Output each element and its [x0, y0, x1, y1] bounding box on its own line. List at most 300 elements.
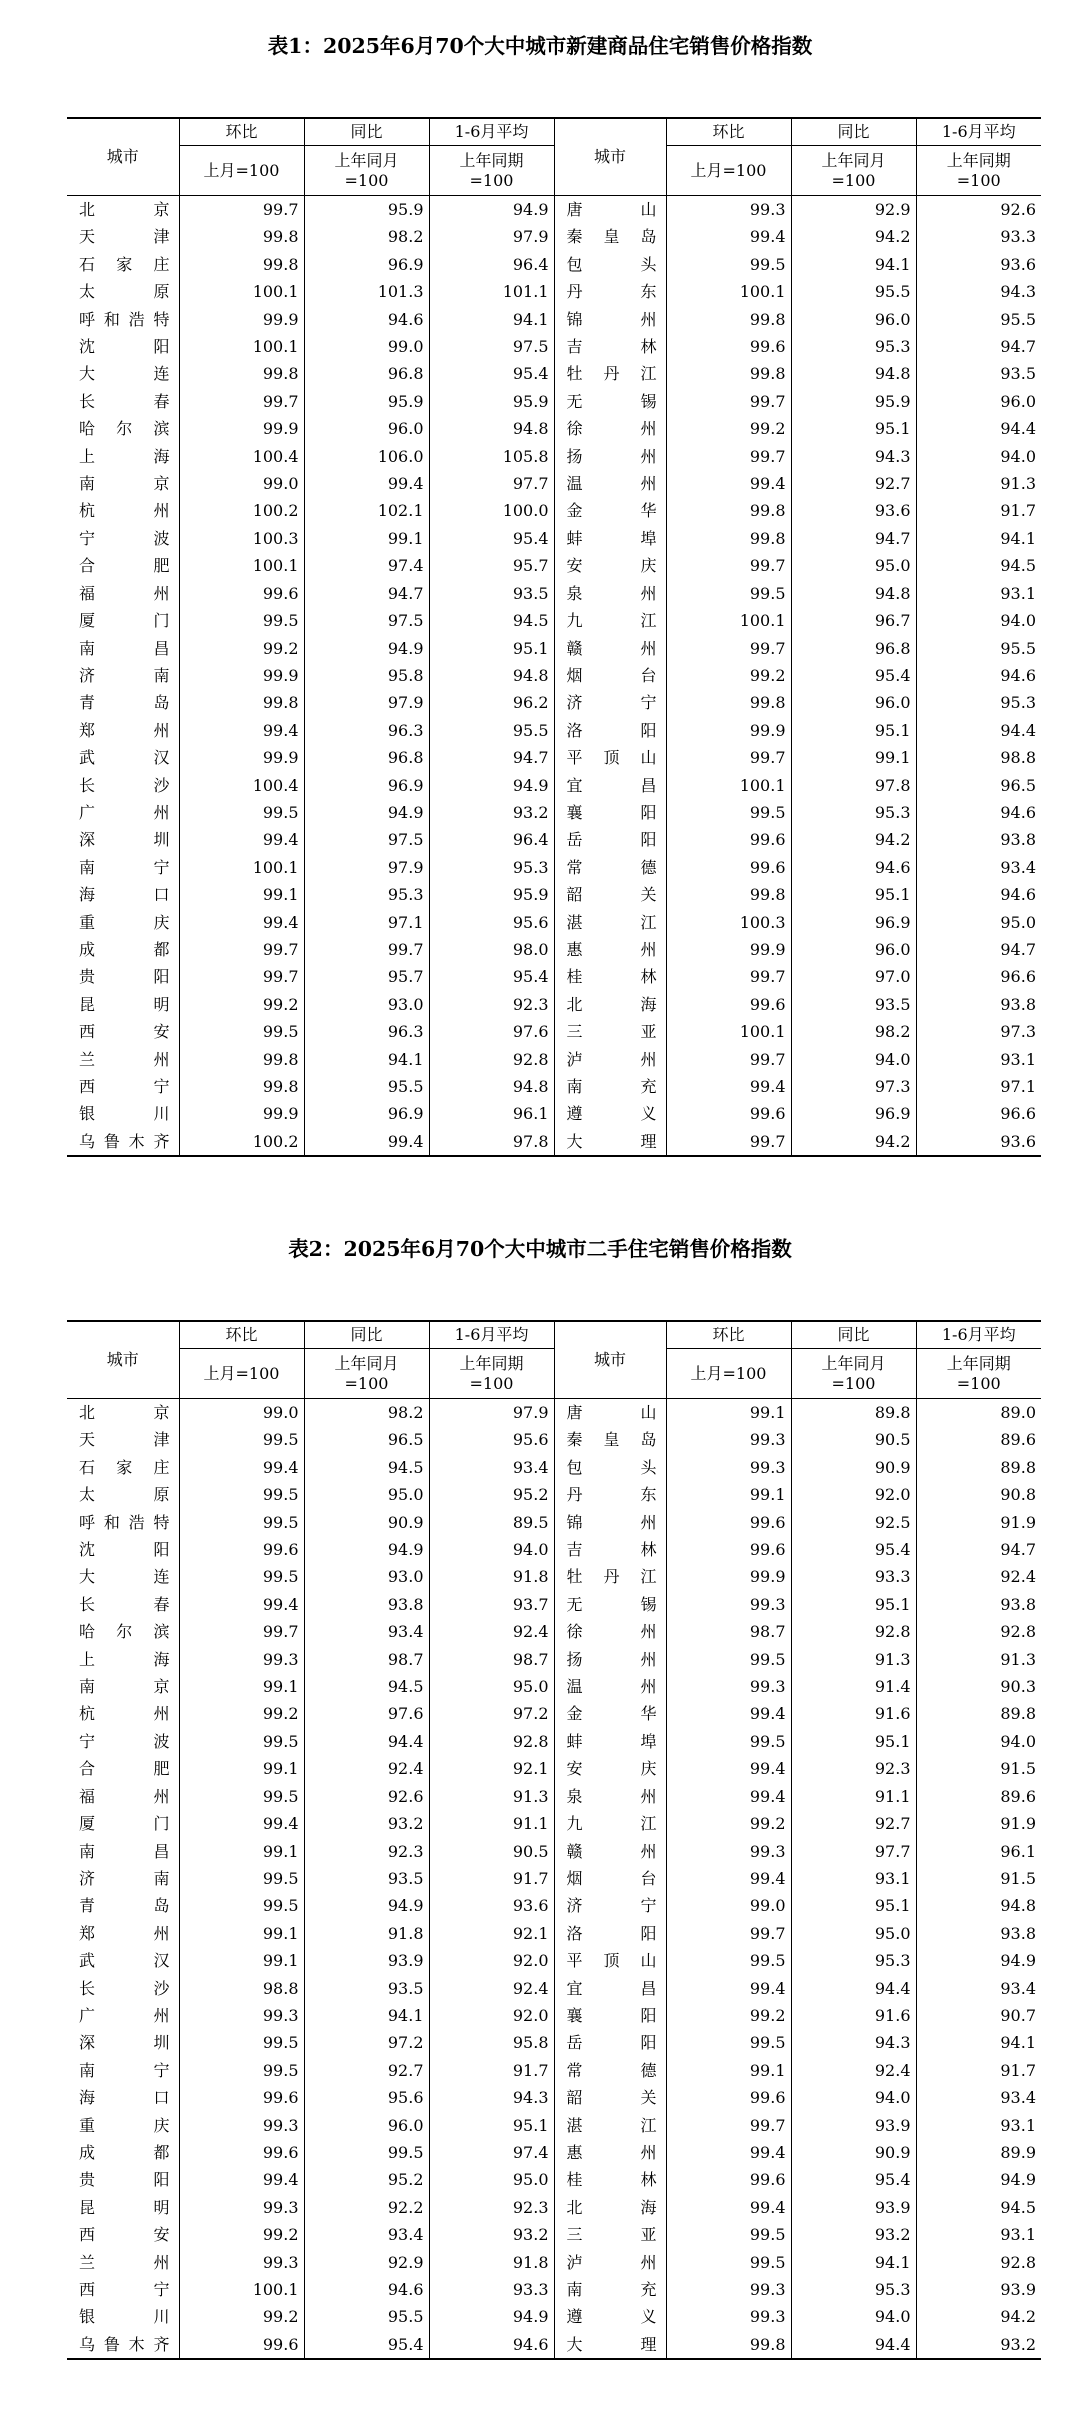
- table-row: [67, 2331, 1041, 2359]
- index-value-cell: 93.1: [916, 580, 1041, 607]
- index-value-cell: 99.0: [179, 1399, 304, 1427]
- index-value-cell: 100.1: [179, 2276, 304, 2303]
- index-value-cell: 95.1: [429, 2112, 554, 2139]
- index-value-cell: 89.8: [916, 1700, 1041, 1727]
- table-row: [67, 689, 1041, 716]
- table-row: [67, 909, 1041, 936]
- table-row: [67, 2249, 1041, 2276]
- index-value-cell: 95.1: [791, 415, 916, 442]
- table-row: [67, 1563, 1041, 1590]
- city-name-cell: 温州: [554, 1673, 666, 1700]
- index-value-cell: 99.0: [666, 1892, 791, 1919]
- index-value-cell: 97.4: [304, 552, 429, 579]
- index-value-cell: 93.3: [791, 1563, 916, 1590]
- subheader-mom: 上月=100: [179, 146, 304, 196]
- city-name-cell: 赣州: [554, 1838, 666, 1865]
- index-value-cell: 99.5: [666, 580, 791, 607]
- index-value-cell: 99.4: [666, 470, 791, 497]
- table-row: [67, 2221, 1041, 2248]
- index-value-cell: 99.0: [179, 470, 304, 497]
- index-value-cell: 93.6: [791, 497, 916, 524]
- index-value-cell: 93.1: [916, 1046, 1041, 1073]
- table-header: [67, 1321, 1041, 1399]
- index-value-cell: 99.3: [666, 1838, 791, 1865]
- index-value-cell: 97.6: [304, 1700, 429, 1727]
- index-value-cell: 92.4: [304, 1755, 429, 1782]
- index-value-cell: 97.5: [304, 826, 429, 853]
- index-value-cell: 95.4: [791, 1536, 916, 1563]
- index-value-cell: 97.4: [429, 2139, 554, 2166]
- city-name-cell: 厦门: [79, 1814, 170, 1834]
- index-value-cell: 99.4: [666, 1975, 791, 2002]
- index-value-cell: 99.5: [666, 799, 791, 826]
- index-value-cell: 99.7: [666, 2112, 791, 2139]
- city-name-cell: 泉州: [554, 580, 666, 607]
- city-name-cell: 合肥: [79, 556, 170, 576]
- index-value-cell: 92.6: [916, 196, 1041, 224]
- index-value-cell: 99.7: [666, 443, 791, 470]
- index-value-cell: 91.3: [916, 470, 1041, 497]
- index-value-cell: 99.2: [666, 662, 791, 689]
- city-name-cell: 西宁: [79, 2280, 170, 2299]
- city-name-cell: 深圳: [79, 2033, 170, 2053]
- index-value-cell: 90.9: [304, 1509, 429, 1536]
- index-value-cell: 97.1: [304, 909, 429, 936]
- index-value-cell: 91.7: [429, 1865, 554, 1892]
- city-name-cell: 湛江: [554, 909, 666, 936]
- index-value-cell: 95.0: [304, 1481, 429, 1508]
- index-value-cell: 98.0: [429, 936, 554, 963]
- index-value-cell: 89.6: [916, 1783, 1041, 1810]
- index-value-cell: 99.9: [179, 744, 304, 771]
- city-name-cell: 无锡: [554, 1591, 666, 1618]
- index-value-cell: 99.3: [179, 2112, 304, 2139]
- index-value-cell: 96.1: [916, 1838, 1041, 1865]
- table-row: [67, 2139, 1041, 2166]
- city-name-cell: 呼和浩特: [79, 1512, 170, 1532]
- city-name-cell: 长沙: [79, 775, 170, 795]
- index-value-cell: 95.3: [791, 1947, 916, 1974]
- index-value-cell: 96.3: [304, 1018, 429, 1045]
- index-value-cell: 99.5: [179, 1892, 304, 1919]
- index-value-cell: 99.9: [179, 415, 304, 442]
- index-value-cell: 93.8: [916, 991, 1041, 1018]
- table-row: [67, 826, 1041, 853]
- index-value-cell: 99.5: [179, 1728, 304, 1755]
- index-value-cell: 99.1: [179, 1838, 304, 1865]
- city-name-cell: 贵阳: [79, 967, 170, 987]
- city-name-cell: 泸州: [554, 1046, 666, 1073]
- index-value-cell: 100.0: [429, 497, 554, 524]
- index-value-cell: 92.8: [916, 1618, 1041, 1645]
- index-value-cell: 92.5: [791, 1509, 916, 1536]
- city-name-cell: 哈尔滨: [79, 419, 170, 439]
- index-value-cell: 100.4: [179, 443, 304, 470]
- index-value-cell: 95.2: [304, 2166, 429, 2193]
- index-value-cell: 99.4: [304, 1128, 429, 1156]
- index-value-cell: 95.0: [791, 1920, 916, 1947]
- city-name-cell: 兰州: [79, 1049, 170, 1069]
- index-value-cell: 99.5: [179, 1865, 304, 1892]
- index-value-cell: 99.3: [666, 1454, 791, 1481]
- index-value-cell: 91.7: [916, 497, 1041, 524]
- index-value-cell: 96.5: [916, 772, 1041, 799]
- index-value-cell: 94.8: [429, 1073, 554, 1100]
- index-value-cell: 99.8: [179, 223, 304, 250]
- column-header-mom: 环比: [179, 118, 304, 146]
- index-value-cell: 99.4: [666, 2139, 791, 2166]
- index-value-cell: 89.8: [916, 1454, 1041, 1481]
- city-name-cell: 北京: [67, 196, 179, 224]
- table-row: [67, 552, 1041, 579]
- city-name-cell: 上海: [79, 446, 170, 466]
- city-name-cell: 哈尔滨: [79, 1622, 170, 1642]
- index-value-cell: 94.9: [916, 1947, 1041, 1974]
- index-value-cell: 99.4: [179, 826, 304, 853]
- city-name-cell: 襄阳: [554, 799, 666, 826]
- index-value-cell: 97.9: [304, 854, 429, 881]
- index-value-cell: 91.8: [429, 1563, 554, 1590]
- index-value-cell: 97.2: [429, 1700, 554, 1727]
- index-value-cell: 92.4: [791, 2057, 916, 2084]
- index-value-cell: 96.9: [791, 1100, 916, 1127]
- index-value-cell: 92.2: [304, 2194, 429, 2221]
- subheader-avg: 上年同期 =100: [916, 146, 1041, 196]
- city-name-cell: 惠州: [554, 2139, 666, 2166]
- table-row: [67, 772, 1041, 799]
- index-value-cell: 90.8: [916, 1481, 1041, 1508]
- index-value-cell: 99.4: [666, 1783, 791, 1810]
- index-value-cell: 99.5: [179, 1481, 304, 1508]
- index-value-cell: 94.0: [791, 1046, 916, 1073]
- index-value-cell: 95.9: [429, 388, 554, 415]
- index-value-cell: 99.5: [179, 1509, 304, 1536]
- city-name-cell: 重庆: [79, 2115, 170, 2135]
- index-value-cell: 91.6: [791, 2002, 916, 2029]
- index-value-cell: 99.3: [179, 1646, 304, 1673]
- index-value-cell: 93.4: [304, 1618, 429, 1645]
- index-value-cell: 94.9: [304, 635, 429, 662]
- table-row: [67, 2194, 1041, 2221]
- index-value-cell: 105.8: [429, 443, 554, 470]
- city-name-cell: 广州: [79, 802, 170, 822]
- index-value-cell: 94.2: [916, 2303, 1041, 2330]
- city-name-cell: 青岛: [79, 1896, 170, 1916]
- city-name-cell: 银川: [79, 2307, 170, 2327]
- index-value-cell: 99.7: [666, 635, 791, 662]
- table-row: [67, 936, 1041, 963]
- column-header-mom: 环比: [179, 1321, 304, 1349]
- index-value-cell: 100.3: [179, 525, 304, 552]
- index-value-cell: 94.1: [304, 1046, 429, 1073]
- index-value-cell: 99.6: [179, 2139, 304, 2166]
- index-value-cell: 93.1: [916, 2112, 1041, 2139]
- index-value-cell: 99.8: [666, 689, 791, 716]
- city-name-cell: 温州: [554, 470, 666, 497]
- index-value-cell: 94.5: [916, 552, 1041, 579]
- index-value-cell: 93.4: [429, 1454, 554, 1481]
- index-value-cell: 99.7: [179, 196, 304, 224]
- index-value-cell: 99.4: [179, 1454, 304, 1481]
- index-value-cell: 94.5: [304, 1454, 429, 1481]
- index-value-cell: 95.7: [304, 963, 429, 990]
- index-value-cell: 99.2: [666, 415, 791, 442]
- index-value-cell: 99.4: [179, 909, 304, 936]
- index-value-cell: 96.8: [304, 744, 429, 771]
- index-value-cell: 99.6: [179, 2084, 304, 2111]
- index-value-cell: 94.9: [429, 772, 554, 799]
- city-name-cell: 昆明: [79, 2197, 170, 2217]
- index-value-cell: 93.2: [304, 1810, 429, 1837]
- city-name-cell: 丹东: [554, 278, 666, 305]
- city-name-cell: 桂林: [554, 2166, 666, 2193]
- index-value-cell: 95.5: [916, 306, 1041, 333]
- city-name-cell: 合肥: [79, 1759, 170, 1779]
- city-name-cell: 南昌: [79, 1841, 170, 1861]
- index-value-cell: 99.7: [179, 936, 304, 963]
- index-value-cell: 99.3: [179, 2194, 304, 2221]
- index-value-cell: 94.1: [791, 2249, 916, 2276]
- index-value-cell: 99.6: [666, 826, 791, 853]
- index-value-cell: 92.1: [429, 1920, 554, 1947]
- index-value-cell: 99.1: [179, 1755, 304, 1782]
- index-value-cell: 94.2: [791, 223, 916, 250]
- city-name-cell: 福州: [79, 1786, 170, 1806]
- table-row: [67, 1975, 1041, 2002]
- index-value-cell: 95.6: [429, 1426, 554, 1453]
- index-value-cell: 92.8: [429, 1046, 554, 1073]
- table-row: [67, 1892, 1041, 1919]
- city-name-cell: 重庆: [79, 912, 170, 932]
- index-value-cell: 89.8: [791, 1399, 916, 1427]
- table-row: [67, 635, 1041, 662]
- table-row: [67, 443, 1041, 470]
- city-name-cell: 银川: [79, 1104, 170, 1124]
- index-value-cell: 97.3: [916, 1018, 1041, 1045]
- index-value-cell: 99.9: [666, 1563, 791, 1590]
- index-value-cell: 93.7: [429, 1591, 554, 1618]
- index-value-cell: 94.6: [916, 799, 1041, 826]
- index-value-cell: 94.3: [791, 2029, 916, 2056]
- index-value-cell: 93.2: [916, 2331, 1041, 2359]
- index-value-cell: 99.4: [304, 470, 429, 497]
- index-value-cell: 92.3: [304, 1838, 429, 1865]
- index-value-cell: 94.7: [429, 744, 554, 771]
- index-value-cell: 99.5: [179, 1018, 304, 1045]
- index-value-cell: 96.9: [304, 772, 429, 799]
- index-value-cell: 99.4: [666, 2194, 791, 2221]
- index-value-cell: 94.1: [791, 251, 916, 278]
- index-value-cell: 92.3: [429, 991, 554, 1018]
- city-name-cell: 南昌: [79, 638, 170, 658]
- index-value-cell: 99.5: [179, 2057, 304, 2084]
- index-value-cell: 99.7: [666, 744, 791, 771]
- index-value-cell: 99.6: [666, 1100, 791, 1127]
- index-value-cell: 91.3: [791, 1646, 916, 1673]
- city-name-cell: 岳阳: [554, 2029, 666, 2056]
- table-row: [67, 1509, 1041, 1536]
- index-value-cell: 92.6: [304, 1783, 429, 1810]
- index-value-cell: 97.6: [429, 1018, 554, 1045]
- table-row: [67, 1755, 1041, 1782]
- city-name-cell: 九江: [554, 1810, 666, 1837]
- index-value-cell: 95.0: [429, 1673, 554, 1700]
- subheader-avg: 上年同期 =100: [916, 1349, 1041, 1399]
- city-name-cell: 海口: [79, 2088, 170, 2108]
- city-name-cell: 乌鲁木齐: [67, 1128, 179, 1156]
- index-value-cell: 101.1: [429, 278, 554, 305]
- index-value-cell: 99.5: [666, 2029, 791, 2056]
- column-header-mom: 环比: [666, 1321, 791, 1349]
- index-value-cell: 93.4: [304, 2221, 429, 2248]
- index-value-cell: 90.3: [916, 1673, 1041, 1700]
- table-row: [67, 1018, 1041, 1045]
- index-value-cell: 99.1: [179, 1947, 304, 1974]
- index-value-cell: 100.2: [179, 497, 304, 524]
- index-value-cell: 99.4: [666, 1865, 791, 1892]
- city-name-cell: 太原: [79, 1485, 170, 1505]
- index-value-cell: 94.0: [916, 607, 1041, 634]
- index-value-cell: 99.1: [179, 1673, 304, 1700]
- city-name-cell: 锦州: [554, 1509, 666, 1536]
- index-value-cell: 99.6: [666, 1509, 791, 1536]
- index-value-cell: 92.8: [916, 2249, 1041, 2276]
- index-value-cell: 99.6: [179, 580, 304, 607]
- index-value-cell: 91.3: [429, 1783, 554, 1810]
- city-name-cell: 韶关: [554, 2084, 666, 2111]
- index-value-cell: 101.3: [304, 278, 429, 305]
- index-value-cell: 100.1: [666, 772, 791, 799]
- city-name-cell: 杭州: [79, 501, 170, 521]
- index-value-cell: 92.4: [916, 1563, 1041, 1590]
- index-value-cell: 99.1: [666, 1399, 791, 1427]
- index-value-cell: 94.2: [791, 1128, 916, 1156]
- column-header-avg: 1-6月平均: [429, 1321, 554, 1349]
- index-value-cell: 93.4: [916, 2084, 1041, 2111]
- index-value-cell: 99.5: [666, 2221, 791, 2248]
- table-row: [67, 2084, 1041, 2111]
- index-value-cell: 90.9: [791, 2139, 916, 2166]
- index-value-cell: 97.9: [304, 689, 429, 716]
- index-value-cell: 99.4: [179, 1810, 304, 1837]
- table-row: [67, 1810, 1041, 1837]
- table-row: [67, 1591, 1041, 1618]
- index-value-cell: 99.8: [666, 525, 791, 552]
- column-header-city: 城市: [554, 1321, 666, 1399]
- index-value-cell: 95.1: [791, 1591, 916, 1618]
- index-value-cell: 93.0: [304, 1563, 429, 1590]
- index-value-cell: 91.6: [791, 1700, 916, 1727]
- index-value-cell: 95.4: [304, 2331, 429, 2359]
- table-2-title: 表2：2025年6月70个大中城市二手住宅销售价格指数: [288, 1237, 792, 1261]
- table-row: [67, 1046, 1041, 1073]
- index-value-cell: 90.9: [791, 1454, 916, 1481]
- index-value-cell: 99.8: [666, 2331, 791, 2359]
- city-name-cell: 九江: [554, 607, 666, 634]
- index-value-cell: 99.1: [666, 2057, 791, 2084]
- index-value-cell: 99.4: [179, 717, 304, 744]
- city-name-cell: 唐山: [554, 196, 666, 224]
- index-value-cell: 93.1: [916, 2221, 1041, 2248]
- index-value-cell: 93.9: [916, 2276, 1041, 2303]
- index-value-cell: 99.4: [179, 1591, 304, 1618]
- index-value-cell: 94.6: [429, 2331, 554, 2359]
- index-value-cell: 97.0: [791, 963, 916, 990]
- index-value-cell: 93.9: [304, 1947, 429, 1974]
- index-value-cell: 93.2: [429, 799, 554, 826]
- index-value-cell: 95.3: [791, 799, 916, 826]
- column-header-avg: 1-6月平均: [916, 118, 1041, 146]
- index-value-cell: 100.1: [179, 854, 304, 881]
- index-value-cell: 92.3: [429, 2194, 554, 2221]
- city-name-cell: 长春: [79, 1594, 170, 1614]
- index-value-cell: 95.3: [916, 689, 1041, 716]
- index-value-cell: 93.4: [916, 1975, 1041, 2002]
- table-row: [67, 744, 1041, 771]
- index-value-cell: 94.6: [791, 854, 916, 881]
- index-value-cell: 94.3: [916, 278, 1041, 305]
- city-name-cell: 秦皇岛: [554, 1426, 666, 1453]
- index-value-cell: 99.5: [304, 2139, 429, 2166]
- index-value-cell: 96.0: [304, 2112, 429, 2139]
- index-value-cell: 95.4: [429, 525, 554, 552]
- table-row: [67, 1838, 1041, 1865]
- index-value-cell: 89.0: [916, 1399, 1041, 1427]
- subheader-mom: 上月=100: [179, 1349, 304, 1399]
- city-name-cell: 天津: [79, 227, 170, 247]
- table-row: [67, 1865, 1041, 1892]
- table-row: [67, 1618, 1041, 1645]
- index-value-cell: 94.4: [916, 717, 1041, 744]
- index-value-cell: 99.8: [666, 360, 791, 387]
- index-value-cell: 93.6: [429, 1892, 554, 1919]
- index-value-cell: 99.8: [179, 1073, 304, 1100]
- column-header-yoy: 同比: [304, 118, 429, 146]
- table-row: [67, 223, 1041, 250]
- city-name-cell: 西宁: [79, 1077, 170, 1096]
- city-name-cell: 贵阳: [79, 2170, 170, 2190]
- index-value-cell: 99.5: [179, 2029, 304, 2056]
- city-name-cell: 上海: [79, 1649, 170, 1669]
- table-row: [67, 251, 1041, 278]
- subheader-yoy: 上年同月 =100: [304, 146, 429, 196]
- table-row: [67, 2276, 1041, 2303]
- index-value-cell: 95.3: [429, 854, 554, 881]
- index-value-cell: 94.6: [304, 2276, 429, 2303]
- city-name-cell: 徐州: [554, 415, 666, 442]
- index-value-cell: 99.7: [666, 963, 791, 990]
- index-value-cell: 97.9: [429, 223, 554, 250]
- city-name-cell: 沈阳: [79, 337, 170, 357]
- index-value-cell: 94.7: [791, 525, 916, 552]
- index-value-cell: 94.8: [791, 360, 916, 387]
- city-name-cell: 韶关: [554, 881, 666, 908]
- index-value-cell: 96.6: [916, 963, 1041, 990]
- column-header-yoy: 同比: [304, 1321, 429, 1349]
- index-value-cell: 99.7: [666, 388, 791, 415]
- table-row: [67, 963, 1041, 990]
- city-name-cell: 遵义: [554, 1100, 666, 1127]
- index-value-cell: 91.8: [304, 1920, 429, 1947]
- subheader-yoy: 上年同月 =100: [304, 1349, 429, 1399]
- index-value-cell: 98.2: [304, 1399, 429, 1427]
- index-value-cell: 95.4: [429, 963, 554, 990]
- index-value-cell: 93.8: [304, 1591, 429, 1618]
- index-value-cell: 99.6: [666, 991, 791, 1018]
- index-value-cell: 94.3: [791, 443, 916, 470]
- index-value-cell: 94.0: [916, 1728, 1041, 1755]
- index-value-cell: 95.7: [429, 552, 554, 579]
